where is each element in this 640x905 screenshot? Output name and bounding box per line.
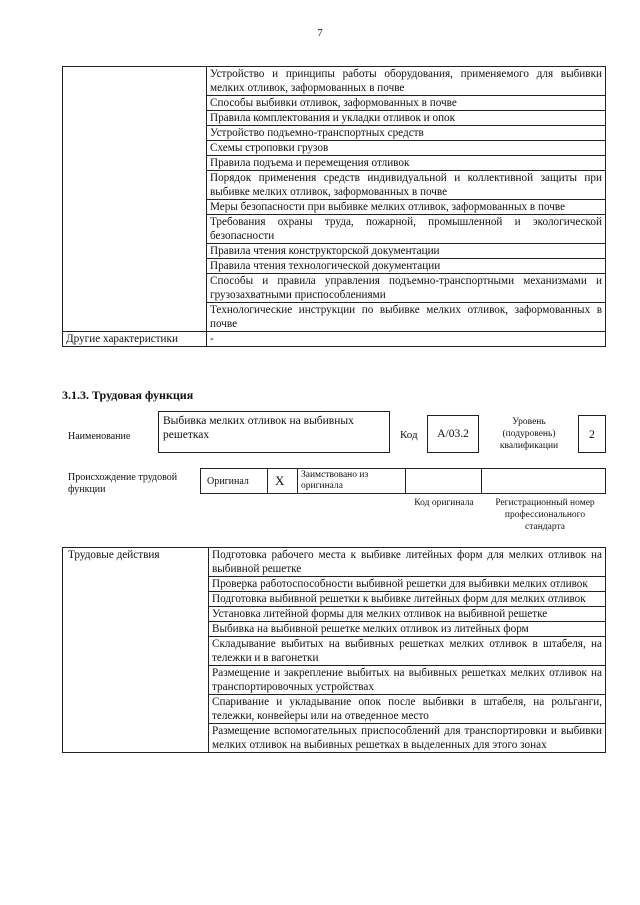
requirements-table — [62, 66, 606, 347]
other-characteristics-value: - — [207, 332, 606, 347]
table-row — [63, 67, 606, 96]
table-row — [63, 548, 606, 577]
name-value-box: Выбивка мелких отливок на выбивных решетках — [158, 411, 390, 453]
code-original-caption: Код оригинала — [414, 498, 474, 508]
section-title: 3.1.3. Трудовая функция — [62, 388, 194, 402]
level-label: Уровень (подуровень) квалификации — [499, 417, 559, 451]
table-cell: Способы выбивки отливок, заформованных в почве — [207, 96, 606, 111]
other-characteristics-label: Другие характеристики — [63, 332, 207, 347]
table-cell: Способы и правила управления подъемно-транспортными механизмами и грузозахватными приспособлениями — [207, 274, 606, 303]
table-cell: Размещение и закрепление выбитых на выбивных решетках мелких отливок на транспортировочных устройствах — [209, 666, 606, 695]
borrowed-label: Заимствовано из оригинала — [301, 470, 369, 491]
divider — [405, 469, 406, 493]
code-label: Код — [400, 429, 418, 441]
name-label: Наименование — [68, 431, 131, 442]
code-value-box: А/03.2 — [427, 415, 479, 453]
table-cell: Схемы строповки грузов — [207, 141, 606, 156]
table-cell: Устройство подъемно-транспортных средств — [207, 126, 606, 141]
table-cell: Спаривание и укладывание опок после выбивки в штабеля, на рольганги, тележки, конвейеры или на отведенное место — [209, 695, 606, 724]
table-cell: Технологические инструкции по выбивке мелких отливок, заформованных в почве — [207, 303, 606, 332]
table-cell: Требования охраны труда, пожарной, промышленной и экологической безопасности — [207, 215, 606, 244]
original-label: Оригинал — [207, 476, 249, 487]
divider — [267, 469, 268, 493]
table-cell: Проверка работоспособности выбивной решетки для выбивки мелких отливок — [209, 577, 606, 592]
registration-caption: Регистрационный номер профессионального стандарта — [495, 498, 595, 532]
page-number: 7 — [317, 27, 323, 39]
actions-table — [62, 547, 606, 753]
origin-label: Происхождение трудовой функции — [68, 472, 178, 495]
table-cell: Порядок применения средств индивидуальной и коллективной защиты при выбивке мелких отливок, заформованных в почве — [207, 171, 606, 200]
divider — [297, 469, 298, 493]
table-cell: Выбивка на выбивной решетке мелких отливок из литейных форм — [209, 622, 606, 637]
table-cell: Подготовка выбивной решетки к выбивке литейных форм для мелких отливок — [209, 592, 606, 607]
level-value-box: 2 — [578, 415, 606, 453]
table-cell: Устройство и принципы работы оборудования, применяемого для выбивки мелких отливок, заформованных в почве — [207, 67, 606, 96]
table-cell: Установка литейной формы для мелких отливок на выбивной решетке — [209, 607, 606, 622]
table-cell: Подготовка рабочего места к выбивке литейных форм для мелких отливок на выбивной решетке — [209, 548, 606, 577]
table-cell: Правила чтения технологической документации — [207, 259, 606, 274]
actions-label: Трудовые действия — [63, 548, 209, 753]
divider — [481, 469, 482, 493]
table-cell: Меры безопасности при выбивке мелких отливок, заформованных в почве — [207, 200, 606, 215]
table-cell: Правила чтения конструкторской документации — [207, 244, 606, 259]
table-cell: Складывание выбитых на выбивных решетках мелких отливок в штабеля, на тележки и в вагонетки — [209, 637, 606, 666]
table-cell: Размещение вспомогательных приспособлений для транспортировки и выбивки мелких отливок на выбивных решетках в выделенных для этого зонах — [209, 724, 606, 753]
requirements-label-cell — [63, 67, 207, 332]
origin-box — [200, 468, 606, 494]
table-cell: Правила комплектования и укладки отливок и опок — [207, 111, 606, 126]
table-row — [63, 332, 606, 347]
table-cell: Правила подъема и перемещения отливок — [207, 156, 606, 171]
original-mark: X — [275, 473, 285, 488]
